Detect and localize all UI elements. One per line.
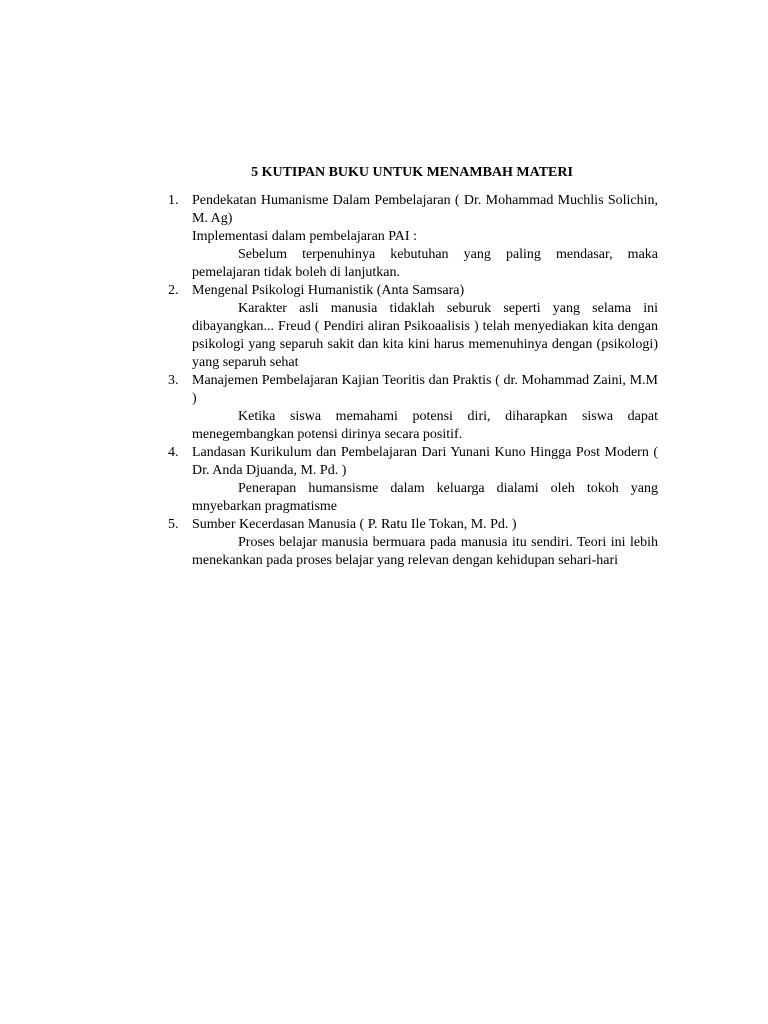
list-item <box>166 444 658 516</box>
book-quote: Proses belajar manusia bermuara pada manusia itu sendiri. Teori ini lebih menekankan pada proses belajar yang relevan dengan kehidupan sehari-hari <box>192 535 658 568</box>
book-reference: Manajemen Pembelajaran Kajian Teoritis dan Praktis ( dr. Mohammad Zaini, M.M ) <box>192 373 658 406</box>
document-content <box>166 164 658 570</box>
item-number: 2. <box>168 283 179 298</box>
book-reference: Sumber Kecerdasan Manusia ( P. Ratu Ile Tokan, M. Pd. ) <box>192 517 517 532</box>
book-reference: Pendekatan Humanisme Dalam Pembelajaran ( Dr. Mohammad Muchlis Solichin, M. Ag) <box>192 193 658 226</box>
book-quote: Karakter asli manusia tidaklah seburuk seperti yang selama ini dibayangkan... Freud ( Pendiri aliran Psikoaalisis ) telah menyediakan kita dengan psikologi yang separuh sakit dan kita kini harus memenuhinya dengan (psikologi) yang separuh sehat <box>192 301 658 370</box>
book-reference: Landasan Kurikulum dan Pembelajaran Dari Yunani Kuno Hingga Post Modern ( Dr. Anda Djuanda, M. Pd. ) <box>192 445 658 478</box>
item-number: 4. <box>168 445 179 460</box>
item-subheading: Implementasi dalam pembelajaran PAI : <box>192 229 417 244</box>
item-number: 5. <box>168 517 179 532</box>
item-number: 1. <box>168 193 179 208</box>
list-item <box>166 372 658 444</box>
book-quote: Sebelum terpenuhinya kebutuhan yang paling mendasar, maka pemelajaran tidak boleh di lanjutkan. <box>192 247 658 280</box>
book-reference: Mengenal Psikologi Humanistik (Anta Samsara) <box>192 283 465 298</box>
document-title: 5 KUTIPAN BUKU UNTUK MENAMBAH MATERI <box>251 165 573 180</box>
quote-list <box>166 192 658 570</box>
list-item <box>166 282 658 372</box>
book-quote: Penerapan humansisme dalam keluarga dialami oleh tokoh yang mnyebarkan pragmatisme <box>192 481 658 514</box>
list-item <box>166 192 658 282</box>
book-quote: Ketika siswa memahami potensi diri, diharapkan siswa dapat menegembangkan potensi dirinya secara positif. <box>192 409 658 442</box>
list-item <box>166 516 658 570</box>
item-number: 3. <box>168 373 179 388</box>
